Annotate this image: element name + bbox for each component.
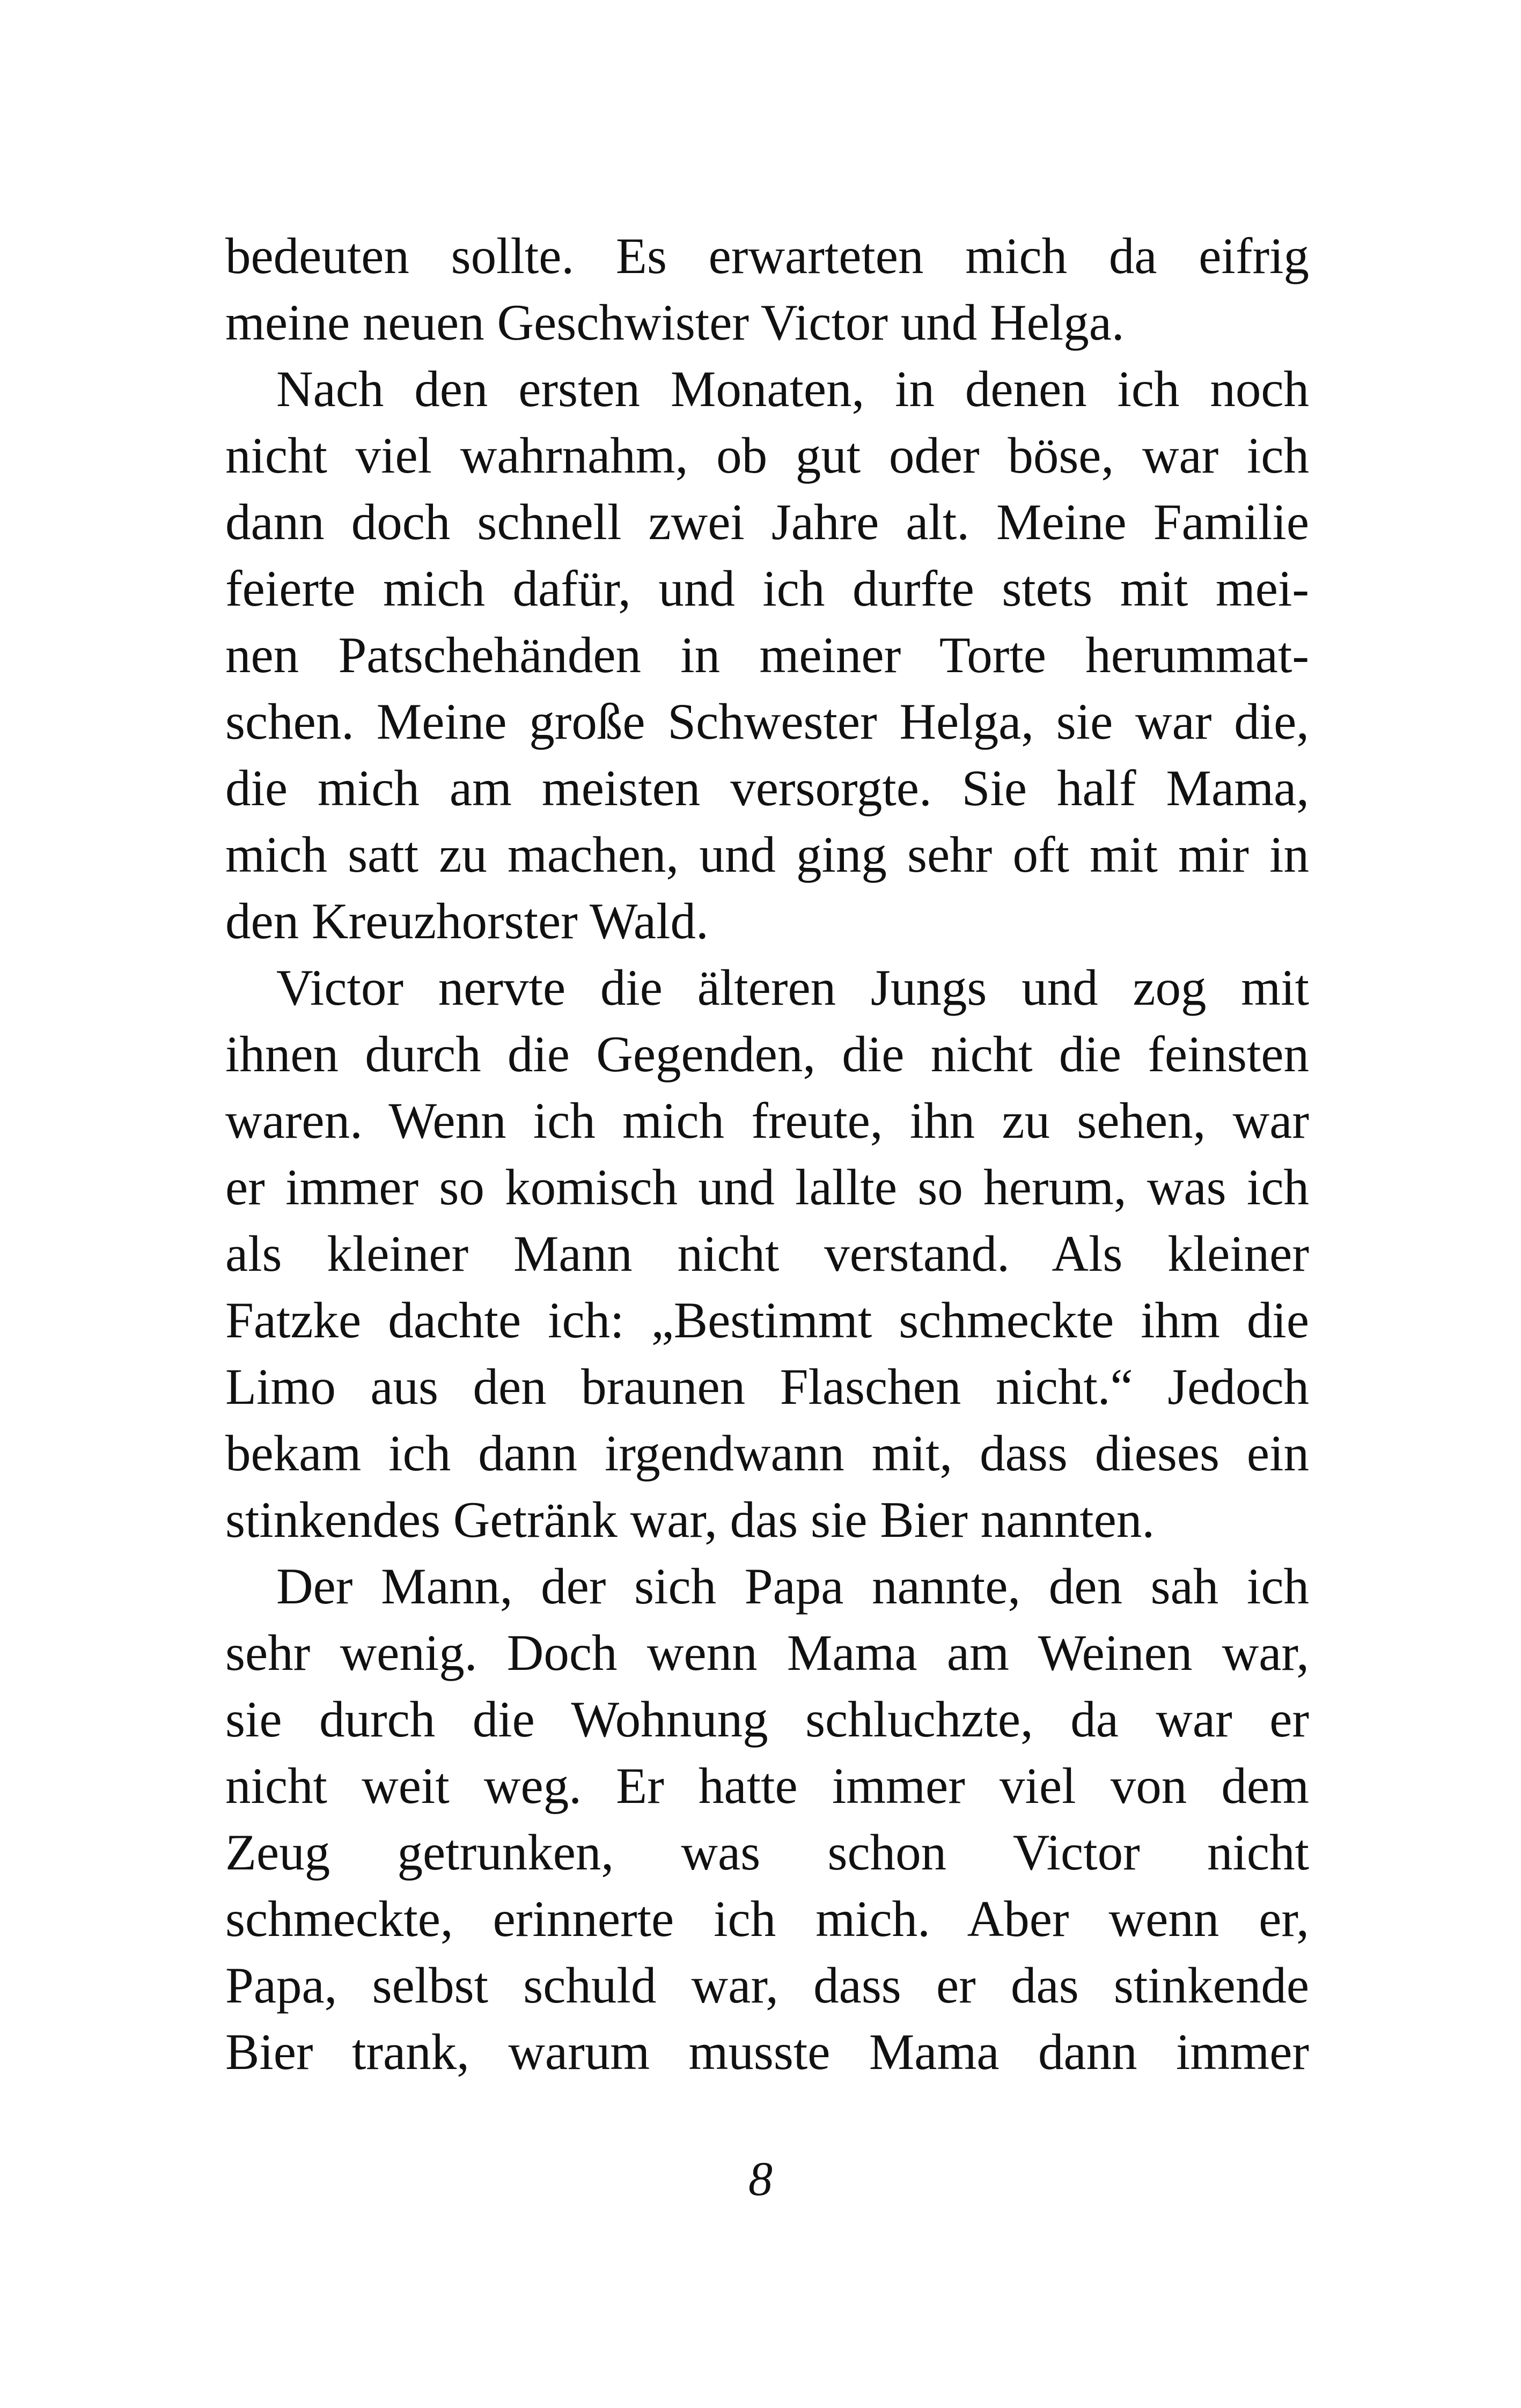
text-line: die mich am meisten versorgte. Sie half Mama, (225, 760, 1309, 816)
text-line: Bier trank, warum musste Mama dann immer (225, 2023, 1309, 2080)
text-line: sie durch die Wohnung schluchzte, da war er (225, 1691, 1309, 1748)
text-line: den Kreuzhorster Wald. (225, 893, 709, 949)
text-line: bedeuten sollte. Es erwarteten mich da eifrig (225, 227, 1309, 284)
text-line: bekam ich dann irgendwann mit, dass dieses ein (225, 1425, 1309, 1482)
text-line: meine neuen Geschwister Victor und Helga. (225, 294, 1125, 351)
text-line: mich satt zu machen, und ging sehr oft mit mir in (225, 826, 1309, 883)
body-text (225, 223, 1309, 2085)
text-line: schen. Meine große Schwester Helga, sie war die, (225, 693, 1309, 750)
text-line: er immer so komisch und lallte so herum, was ich (225, 1159, 1309, 1216)
text-line: stinkendes Getränk war, das sie Bier nannten. (225, 1491, 1155, 1548)
text-line: nicht viel wahrnahm, ob gut oder böse, war ich (225, 427, 1309, 484)
text-line: Limo aus den braunen Flaschen nicht.“ Jedoch (225, 1358, 1309, 1415)
text-line: Nach den ersten Monaten, in denen ich noch (276, 360, 1309, 417)
text-line: feierte mich dafür, und ich durfte stets mit mei- (225, 560, 1309, 617)
text-line: sehr wenig. Doch wenn Mama am Weinen war, (225, 1624, 1309, 1681)
text-line: waren. Wenn ich mich freute, ihn zu sehen, war (225, 1092, 1309, 1149)
text-line: ihnen durch die Gegenden, die nicht die feinsten (225, 1026, 1309, 1083)
text-line: nicht weit weg. Er hatte immer viel von dem (225, 1757, 1309, 1814)
text-line: als kleiner Mann nicht verstand. Als kleiner (225, 1225, 1309, 1282)
text-line: Papa, selbst schuld war, dass er das stinkende (225, 1957, 1309, 2014)
text-line: dann doch schnell zwei Jahre alt. Meine Familie (225, 494, 1309, 550)
text-line: Fatzke dachte ich: „Bestimmt schmeckte ihm die (225, 1292, 1309, 1349)
text-line: Der Mann, der sich Papa nannte, den sah ich (276, 1558, 1309, 1615)
text-line: Zeug getrunken, was schon Victor nicht (225, 1824, 1309, 1881)
text-line: schmeckte, erinnerte ich mich. Aber wenn er, (225, 1890, 1309, 1947)
text-line: Victor nervte die älteren Jungs und zog mit (276, 959, 1309, 1016)
page-number: 8 (748, 2153, 773, 2206)
text-line: nen Patschehänden in meiner Torte herummat- (225, 627, 1309, 683)
